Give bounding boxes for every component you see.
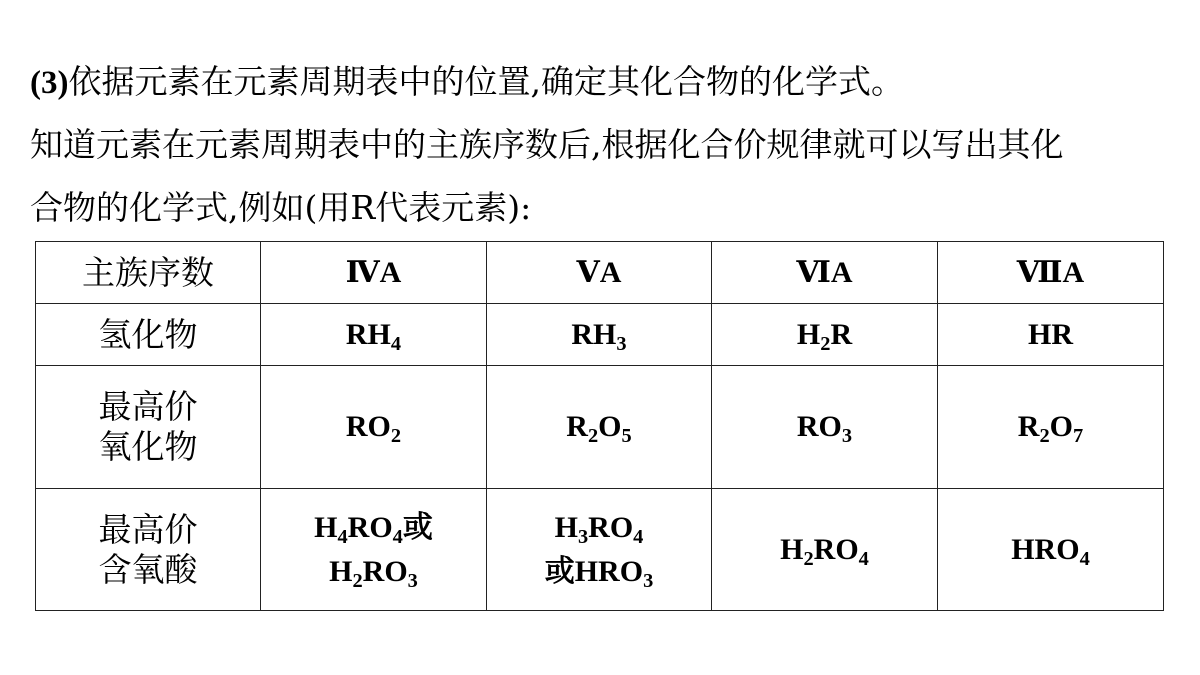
formula-cell: [487, 366, 712, 489]
formula: HR: [1028, 317, 1073, 351]
group-label: ⅦA: [1016, 256, 1085, 289]
formula-cell: [712, 366, 938, 489]
formula: $H_2R$: [796, 317, 853, 355]
formula-line-2: $H_2RO_3$: [329, 554, 418, 592]
intro-line-1-text: 依据元素在元素周期表中的位置,确定其化合物的化学式。: [68, 62, 904, 101]
row-label-line-1: 最高价: [98, 387, 198, 426]
formula: $RO_3$: [796, 410, 853, 448]
formula: $R_2O_7$: [1017, 410, 1084, 448]
row-label-line-2: 氧化物: [98, 427, 198, 466]
header-cell-va: [487, 242, 712, 304]
formula: $RH_4$: [345, 317, 402, 355]
table-row-highest-oxide: [36, 366, 1164, 489]
row-label: 氢化物: [98, 314, 198, 354]
formula-cell: [261, 489, 487, 611]
intro-line-3: 合物的化学式,例如(用R代表元素):: [30, 188, 532, 227]
header-cell-group-number: [36, 242, 261, 304]
formula-cell: [938, 304, 1164, 366]
formula: $RH_3$: [571, 317, 627, 355]
header-label: 主族序数: [82, 252, 214, 292]
formula: $HRO_4$: [1011, 532, 1090, 570]
row-label-cell: [36, 489, 261, 611]
section-number: (3): [30, 65, 69, 101]
table-row-highest-oxyacid: [36, 489, 1164, 611]
formula-cell: [938, 366, 1164, 489]
group-label: ⅤA: [576, 256, 622, 289]
row-label-cell: [36, 304, 261, 366]
header-cell-viia: [938, 242, 1164, 304]
group-label: ⅣA: [345, 256, 402, 289]
formula-cell: [487, 304, 712, 366]
formula-line-1: $H_4RO_4$或: [314, 510, 433, 548]
formula: $RO_2$: [345, 410, 402, 448]
header-cell-via: [712, 242, 938, 304]
formula-cell: [712, 304, 938, 366]
formula-line-1: $H_3RO_4$: [554, 510, 644, 548]
compound-formula-table: [35, 241, 1164, 611]
table-row-hydride: [36, 304, 1164, 366]
row-label-line-2: 含氧酸: [98, 549, 198, 589]
row-label-cell: [36, 366, 261, 489]
intro-line-1: [30, 62, 904, 102]
formula: $R_2O_5$: [566, 410, 632, 448]
table-header-row: [36, 242, 1164, 304]
formula-cell: [261, 304, 487, 366]
header-cell-iva: [261, 242, 487, 304]
intro-line-2: 知道元素在元素周期表中的主族序数后,根据化合价规律就可以写出其化: [30, 125, 1064, 164]
formula: $H_2RO_4$: [780, 532, 869, 570]
formula-cell: [487, 489, 712, 611]
formula-line-2: 或$HRO_3$: [544, 554, 654, 592]
formula-cell: [261, 366, 487, 489]
row-label-line-1: 最高价: [98, 509, 198, 549]
group-label: ⅥA: [796, 256, 853, 289]
formula-cell: [938, 489, 1164, 611]
formula-cell: [712, 489, 938, 611]
